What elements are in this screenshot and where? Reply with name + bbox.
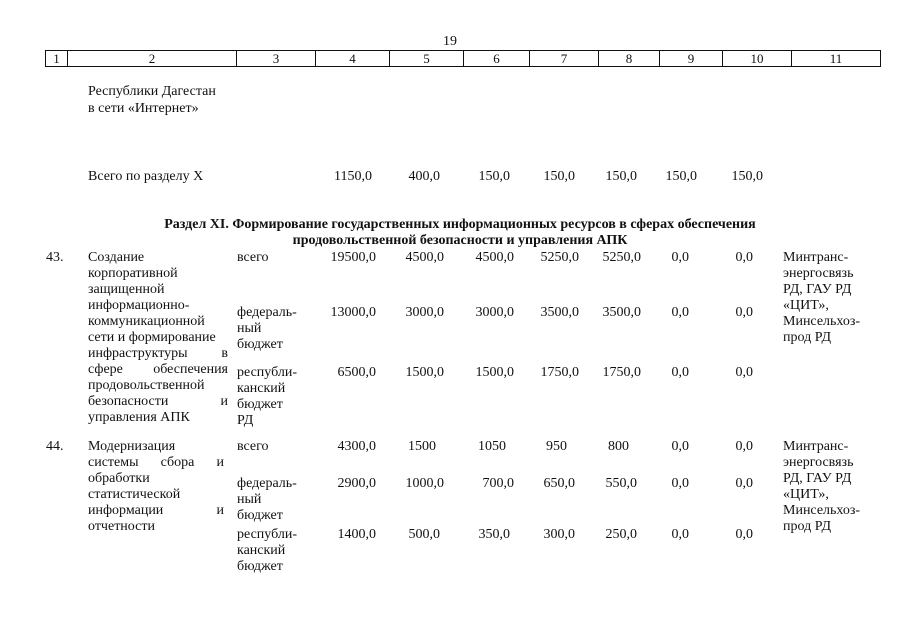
row-name xyxy=(88,250,228,426)
column-number: 5 xyxy=(390,51,464,67)
row-number: 43. xyxy=(46,250,64,265)
source-label-line: бюджет xyxy=(237,397,283,412)
column-number-header xyxy=(45,50,881,67)
total-value: 150,0 xyxy=(543,169,575,184)
carryover-name-line: в сети «Интернет» xyxy=(88,101,199,116)
source-label-line: бюджет xyxy=(237,337,283,352)
executor xyxy=(783,439,883,535)
table-cell-value: 700,0 xyxy=(482,476,514,491)
table-cell-value: 3500,0 xyxy=(540,305,579,320)
table-cell-value: 1400,0 xyxy=(337,527,376,542)
row-name-line: информационно- xyxy=(88,298,190,313)
table-cell-value: 0,0 xyxy=(735,305,753,320)
table-cell-value: 1750,0 xyxy=(540,365,579,380)
total-value: 150,0 xyxy=(731,169,763,184)
table-cell-value: 350,0 xyxy=(478,527,510,542)
table-cell-value: 800 xyxy=(608,439,629,454)
column-number: 11 xyxy=(792,51,881,67)
column-number: 2 xyxy=(68,51,237,67)
row-name-line: системы сбора и xyxy=(88,455,224,470)
row-name xyxy=(88,439,224,535)
source-label-line: ный xyxy=(237,492,262,507)
source-label xyxy=(237,305,297,353)
table-cell-value: 0,0 xyxy=(671,476,689,491)
table-cell-value: 4300,0 xyxy=(337,439,376,454)
source-label xyxy=(237,365,297,429)
total-value: 150,0 xyxy=(478,169,510,184)
source-label xyxy=(237,476,297,524)
row-name-line: безопасности и xyxy=(88,394,228,409)
table-cell-value: 1500,0 xyxy=(405,365,444,380)
source-label: всего xyxy=(237,439,269,454)
source-label-line: федераль- xyxy=(237,305,297,320)
table-cell-value: 19500,0 xyxy=(330,250,376,265)
table-cell-value: 0,0 xyxy=(671,305,689,320)
table-cell-value: 0,0 xyxy=(671,439,689,454)
total-value: 400,0 xyxy=(408,169,440,184)
table-cell-value: 950 xyxy=(546,439,567,454)
row-number: 44. xyxy=(46,439,64,454)
row-name-line: обработки xyxy=(88,471,150,486)
executor-line: РД, ГАУ РД xyxy=(783,471,852,486)
row-name-line: отчетности xyxy=(88,519,155,534)
column-number: 6 xyxy=(464,51,530,67)
table-cell-value: 2900,0 xyxy=(337,476,376,491)
row-name-line: сфере обеспечения xyxy=(88,362,228,377)
table-cell-value: 1500 xyxy=(408,439,436,454)
table-cell-value: 0,0 xyxy=(735,365,753,380)
executor-line: энергосвязь xyxy=(783,266,854,281)
column-number: 1 xyxy=(46,51,68,67)
executor-line: Минсельхоз- xyxy=(783,314,861,329)
table-cell-value: 5250,0 xyxy=(602,250,641,265)
column-number: 7 xyxy=(530,51,599,67)
executor-line: Минтранс- xyxy=(783,439,849,454)
source-label-line: бюджет xyxy=(237,559,283,574)
executor-line: прод РД xyxy=(783,519,831,534)
executor-line: «ЦИТ», xyxy=(783,487,829,502)
table-cell-value: 1500,0 xyxy=(475,365,514,380)
column-number: 3 xyxy=(237,51,316,67)
column-number: 10 xyxy=(723,51,792,67)
table-cell-value: 3500,0 xyxy=(602,305,641,320)
executor-line: Минсельхоз- xyxy=(783,503,861,518)
table-cell-value: 3000,0 xyxy=(475,305,514,320)
row-name-line: Модернизация xyxy=(88,439,176,454)
carryover-name-line: Республики Дагестан xyxy=(88,84,216,99)
source-label-line: республи- xyxy=(237,527,297,542)
row-name-line: сети и формирование xyxy=(88,330,216,345)
table-cell-value: 1750,0 xyxy=(602,365,641,380)
executor xyxy=(783,250,883,346)
table-cell-value: 250,0 xyxy=(605,527,637,542)
column-number: 8 xyxy=(599,51,660,67)
row-name-line: управления АПК xyxy=(88,410,190,425)
total-value: 1150,0 xyxy=(334,169,372,184)
row-name-line: инфраструктуры в xyxy=(88,346,228,361)
source-label: всего xyxy=(237,250,269,265)
total-value: 150,0 xyxy=(605,169,637,184)
table-cell-value: 0,0 xyxy=(671,250,689,265)
source-label-line: канский xyxy=(237,543,286,558)
table-cell-value: 0,0 xyxy=(671,365,689,380)
table-cell-value: 13000,0 xyxy=(330,305,376,320)
source-label-line: республи- xyxy=(237,365,297,380)
row-name-line: информации и xyxy=(88,503,224,518)
executor-line: Минтранс- xyxy=(783,250,849,265)
table-cell-value: 4500,0 xyxy=(405,250,444,265)
table-cell-value: 500,0 xyxy=(408,527,440,542)
total-value: 150,0 xyxy=(665,169,697,184)
source-label-line: канский xyxy=(237,381,286,396)
table-cell-value: 0,0 xyxy=(735,476,753,491)
table-cell-value: 1050 xyxy=(478,439,506,454)
row-name-line: Создание xyxy=(88,250,145,265)
page-number: 19 xyxy=(443,34,457,49)
section-title-line: Раздел XI. Формирование государственных информационных ресурсов в сферах обеспечения xyxy=(164,217,756,232)
table-cell-value: 0,0 xyxy=(735,439,753,454)
table-cell-value: 0,0 xyxy=(671,527,689,542)
source-label-line: РД xyxy=(237,413,254,428)
source-label-line: бюджет xyxy=(237,508,283,523)
table-cell-value: 6500,0 xyxy=(337,365,376,380)
section-title-line: продовольственной безопасности и управления АПК xyxy=(292,233,628,248)
section-total-label: Всего по разделу X xyxy=(88,169,204,184)
executor-line: «ЦИТ», xyxy=(783,298,829,313)
table-cell-value: 3000,0 xyxy=(405,305,444,320)
row-name-line: защищенной xyxy=(88,282,165,297)
source-label xyxy=(237,527,297,575)
executor-line: РД, ГАУ РД xyxy=(783,282,852,297)
row-name-line: продовольственной xyxy=(88,378,205,393)
table-cell-value: 300,0 xyxy=(543,527,575,542)
table-cell-value: 0,0 xyxy=(735,250,753,265)
row-name-line: корпоративной xyxy=(88,266,178,281)
row-name-line: статистической xyxy=(88,487,181,502)
source-label-line: федераль- xyxy=(237,476,297,491)
source-label-line: ный xyxy=(237,321,262,336)
row-name-line: коммуникационной xyxy=(88,314,205,329)
executor-line: прод РД xyxy=(783,330,831,345)
table-cell-value: 650,0 xyxy=(543,476,575,491)
column-number: 4 xyxy=(316,51,390,67)
table-cell-value: 0,0 xyxy=(735,527,753,542)
table-cell-value: 4500,0 xyxy=(475,250,514,265)
table-cell-value: 1000,0 xyxy=(405,476,444,491)
executor-line: энергосвязь xyxy=(783,455,854,470)
table-cell-value: 5250,0 xyxy=(540,250,579,265)
column-number: 9 xyxy=(660,51,723,67)
table-cell-value: 550,0 xyxy=(605,476,637,491)
